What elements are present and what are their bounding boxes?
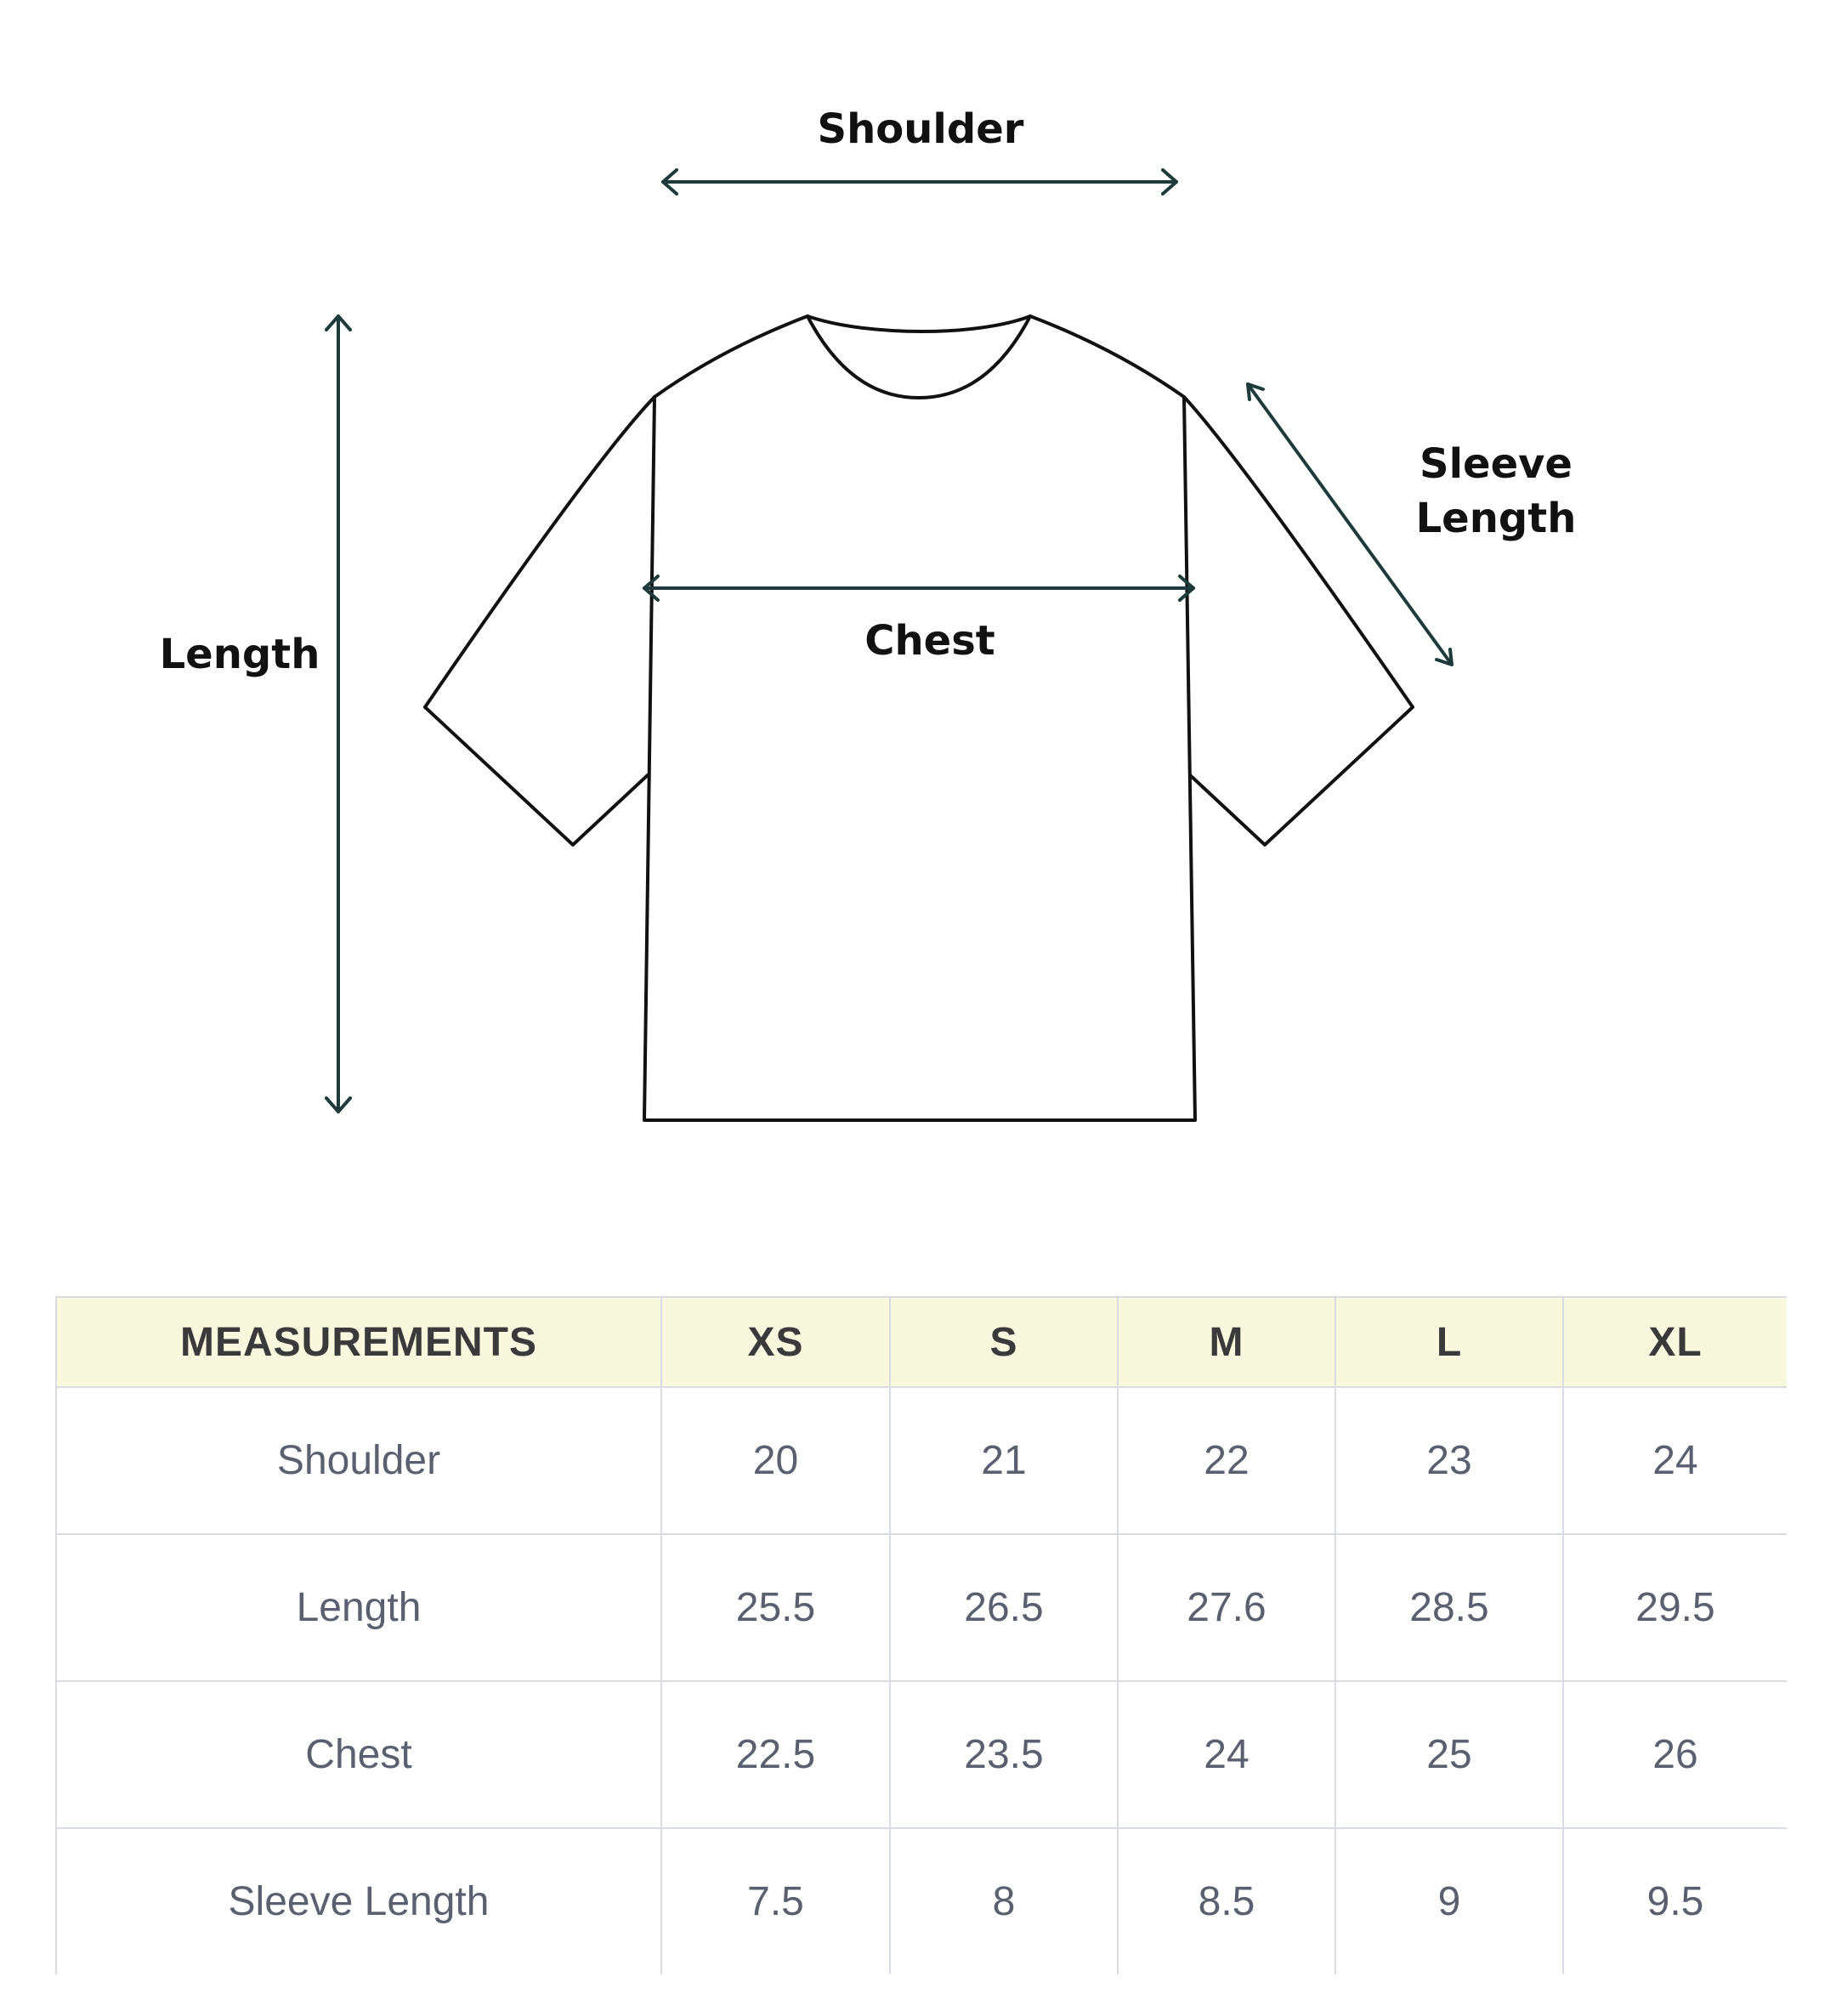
- table-cell: 23: [1335, 1387, 1563, 1534]
- header-size-xs: XS: [661, 1297, 890, 1387]
- row-label: Chest: [56, 1681, 661, 1828]
- row-label: Shoulder: [56, 1387, 661, 1534]
- header-size-l: L: [1335, 1297, 1563, 1387]
- table-cell: 8.5: [1118, 1828, 1335, 1974]
- table-cell: 8: [890, 1828, 1118, 1974]
- size-chart: [55, 1296, 1787, 1982]
- table-cell: 29.5: [1563, 1534, 1787, 1681]
- length-arrow-icon: [326, 316, 350, 1112]
- table-row: [56, 1534, 1787, 1681]
- table-row: [56, 1387, 1787, 1534]
- header-measurements: MEASUREMENTS: [56, 1297, 661, 1387]
- shoulder-arrow-icon: [663, 170, 1176, 194]
- shoulder-label: Shoulder: [817, 105, 1024, 153]
- table-cell: 7.5: [661, 1828, 890, 1974]
- table-header-row: [56, 1297, 1787, 1387]
- row-label: Sleeve Length: [56, 1828, 661, 1974]
- chest-label: Chest: [864, 617, 995, 665]
- header-size-xl: XL: [1563, 1297, 1787, 1387]
- table-cell: 20: [661, 1387, 890, 1534]
- table-cell: 24: [1118, 1681, 1335, 1828]
- table-cell: 23.5: [890, 1681, 1118, 1828]
- table-cell: 24: [1563, 1387, 1787, 1534]
- tshirt-outline: [425, 316, 1413, 1120]
- table-cell: 25.5: [661, 1534, 890, 1681]
- chest-arrow-icon: [644, 576, 1193, 600]
- table-cell: 22.5: [661, 1681, 890, 1828]
- table-cell: 25: [1335, 1681, 1563, 1828]
- table-row: [56, 1828, 1787, 1974]
- table-cell: 9: [1335, 1828, 1563, 1974]
- size-table: [55, 1296, 1787, 1974]
- header-size-m: M: [1118, 1297, 1335, 1387]
- row-label: Length: [56, 1534, 661, 1681]
- length-label: Length: [159, 631, 320, 678]
- table-cell: 26.5: [890, 1534, 1118, 1681]
- table-cell: 27.6: [1118, 1534, 1335, 1681]
- table-row: [56, 1681, 1787, 1828]
- sleeve-length-label-line1: Sleeve: [1420, 440, 1572, 488]
- sleeve-length-label-line2: Length: [1415, 495, 1577, 542]
- table-cell: 28.5: [1335, 1534, 1563, 1681]
- header-size-s: S: [890, 1297, 1118, 1387]
- table-cell: 21: [890, 1387, 1118, 1534]
- table-cell: 22: [1118, 1387, 1335, 1534]
- table-cell: 9.5: [1563, 1828, 1787, 1974]
- table-cell: 26: [1563, 1681, 1787, 1828]
